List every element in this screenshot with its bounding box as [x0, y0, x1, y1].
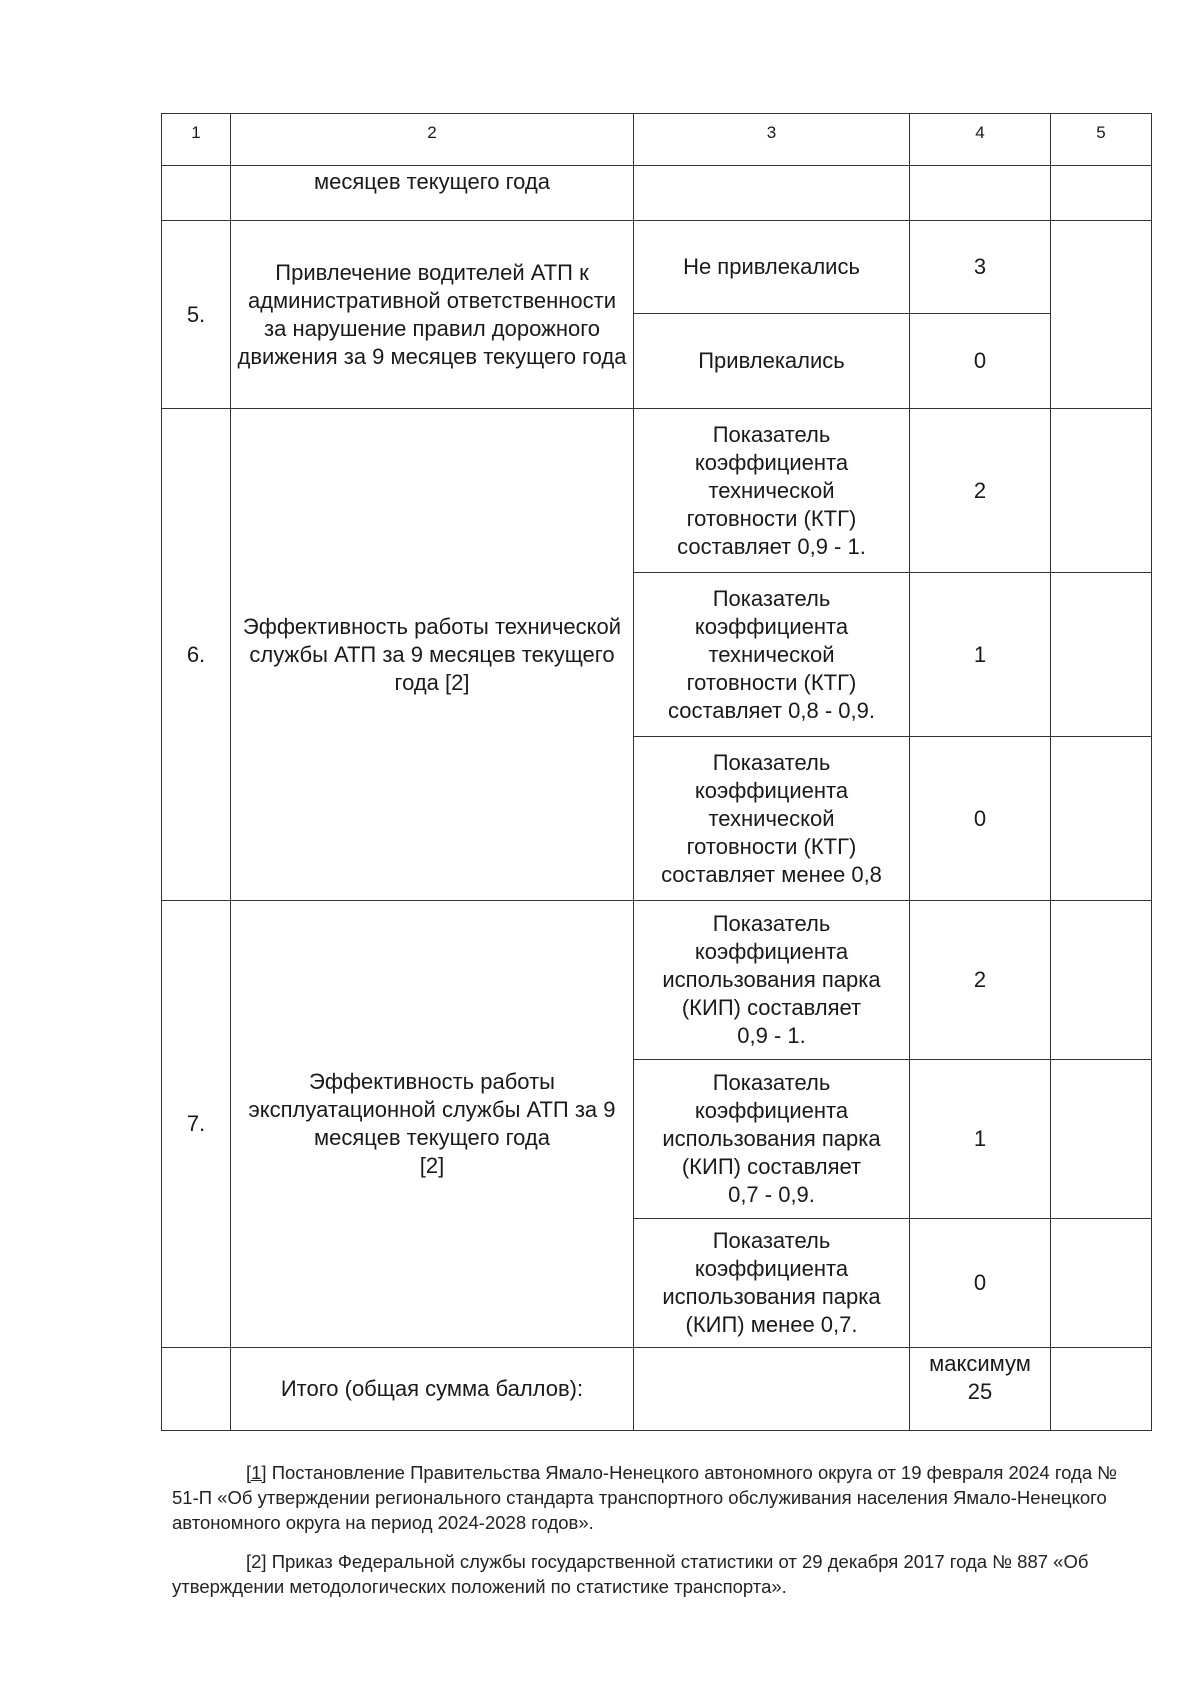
indicator-empty	[634, 1348, 910, 1431]
indicator-empty	[634, 166, 910, 221]
points-value: 2	[910, 901, 1051, 1060]
criterion-text: Эффективность работы эксплуатационной службы АТП за 9 месяцев текущего года [2]	[231, 901, 634, 1348]
footnotes	[172, 1460, 1130, 1613]
note-cell	[1051, 901, 1152, 1060]
points-value: 3	[910, 221, 1051, 314]
note-cell	[1051, 409, 1152, 573]
footnote-text: Приказ Федеральной службы государственной статистики от 29 декабря 2017 года № 887 «Об утверждении методологических положений по статистике транспорта».	[172, 1551, 1089, 1597]
points-value: 0	[910, 737, 1051, 901]
footnote-text: Постановление Правительства Ямало-Ненецкого автономного округа от 19 февраля 2024 года № 51-П «Об утверждении регионального стандарта транспортного обслуживания населения Ямало-Ненецкого автономного округа на период 2024-2028 годов».	[172, 1462, 1118, 1533]
header-col-3: 3	[634, 114, 910, 166]
note-cell	[1051, 1219, 1152, 1348]
footnote-ref[interactable]: [1]	[246, 1462, 267, 1483]
row-number: 6.	[162, 409, 231, 901]
note-empty	[1051, 1348, 1152, 1431]
note-cell	[1051, 221, 1152, 409]
total-label: Итого (общая сумма баллов):	[231, 1348, 634, 1431]
table-row-6	[162, 409, 1152, 573]
indicator-text: Показатель коэффициента технической готовности (КТГ) составляет менее 0,8	[634, 737, 910, 901]
header-row	[162, 114, 1152, 166]
footnote-ref: [2]	[246, 1551, 267, 1572]
indicator-text: Привлекались	[634, 314, 910, 409]
points-value: 1	[910, 573, 1051, 737]
points-value: 2	[910, 409, 1051, 573]
header-col-1: 1	[162, 114, 231, 166]
table-row-continuation	[162, 166, 1152, 221]
table-row-7	[162, 901, 1152, 1060]
footnote-2	[172, 1549, 1130, 1599]
footnote-1	[172, 1460, 1130, 1535]
indicator-text: Показатель коэффициента использования парка (КИП) менее 0,7.	[634, 1219, 910, 1348]
criterion-text: Эффективность работы технической службы АТП за 9 месяцев текущего года [2]	[231, 409, 634, 901]
note-cell	[1051, 737, 1152, 901]
indicator-text: Показатель коэффициента использования парка (КИП) составляет 0,9 - 1.	[634, 901, 910, 1060]
points-value: 1	[910, 1060, 1051, 1219]
row-number: 7.	[162, 901, 231, 1348]
points-value: 0	[910, 314, 1051, 409]
criterion-continuation: месяцев текущего года	[231, 166, 634, 221]
row-number: 5.	[162, 221, 231, 409]
table-row-5	[162, 221, 1152, 314]
note-cell	[1051, 1060, 1152, 1219]
header-col-2: 2	[231, 114, 634, 166]
header-col-5: 5	[1051, 114, 1152, 166]
indicator-text: Показатель коэффициента использования парка (КИП) составляет 0,7 - 0,9.	[634, 1060, 910, 1219]
points-empty	[910, 166, 1051, 221]
indicator-text: Показатель коэффициента технической готовности (КТГ) составляет 0,8 - 0,9.	[634, 573, 910, 737]
header-col-4: 4	[910, 114, 1051, 166]
indicator-text: Показатель коэффициента технической готовности (КТГ) составляет 0,9 - 1.	[634, 409, 910, 573]
points-value: 0	[910, 1219, 1051, 1348]
criteria-table	[161, 113, 1152, 1431]
total-points: максимум 25	[910, 1348, 1051, 1431]
row-number-empty	[162, 1348, 231, 1431]
row-number-empty	[162, 166, 231, 221]
note-cell	[1051, 573, 1152, 737]
indicator-text: Не привлекались	[634, 221, 910, 314]
criterion-text: Привлечение водителей АТП к административной ответственности за нарушение правил дорожного движения за 9 месяцев текущего года	[231, 221, 634, 409]
table-row-total	[162, 1348, 1152, 1431]
note-empty	[1051, 166, 1152, 221]
